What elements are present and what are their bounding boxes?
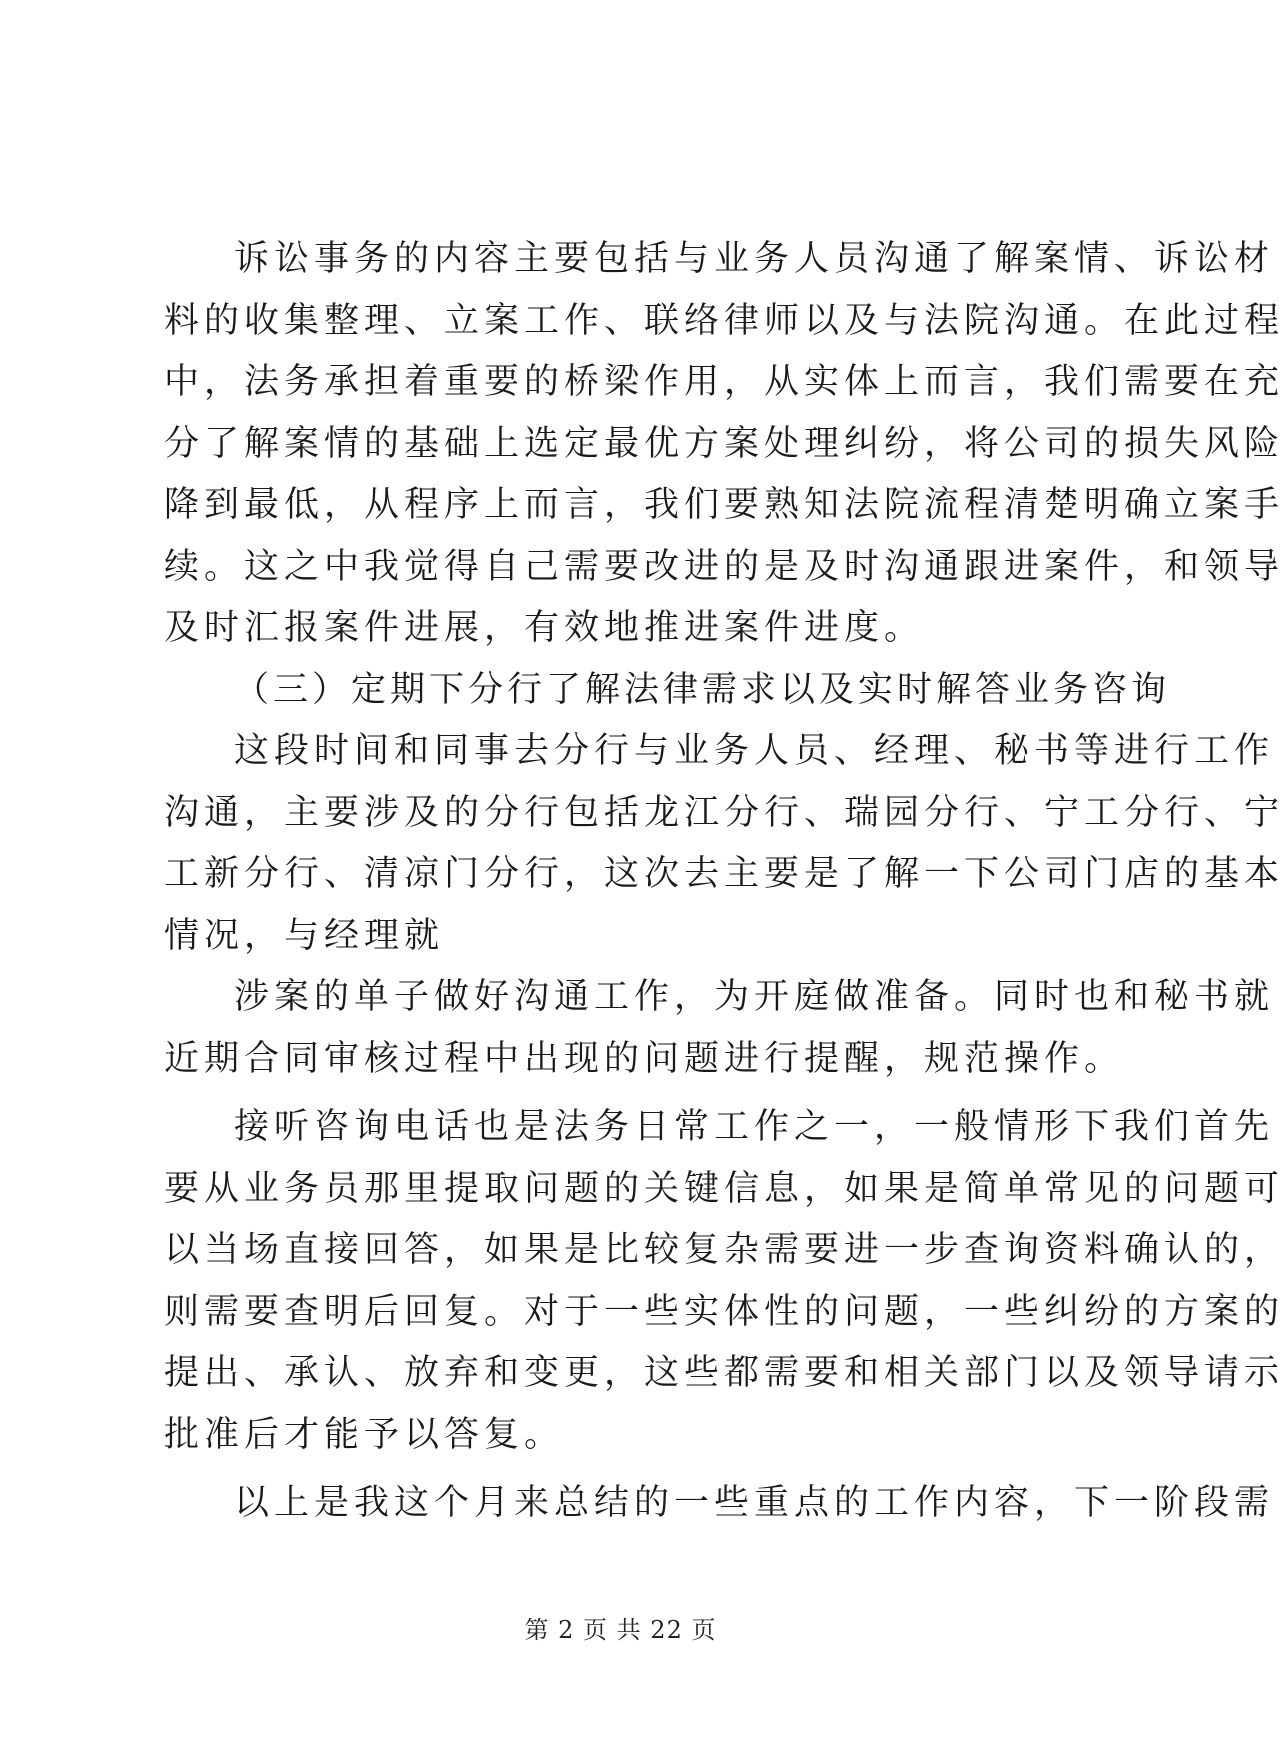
text-line: 近期合同审核过程中出现的问题进行提醒，规范操作。 <box>164 1038 1125 1079</box>
text-line: 以当场直接回答，如果是比较复杂需要进一步查询资料确认的， <box>164 1230 1284 1270</box>
paragraph <box>164 1473 1275 1535</box>
text-line: 情况，与经理就 <box>164 915 445 956</box>
text-line: 续。这之中我觉得自己需要改进的是及时沟通跟进案件，和领导 <box>164 546 1284 587</box>
paragraph <box>164 721 1284 967</box>
text-line: 则需要查明后回复。对于一些实体性的问题，一些纠纷的方案的 <box>164 1291 1284 1332</box>
text-line: 工新分行、清凉门分行，这次去主要是了解一下公司门店的基本 <box>164 854 1284 894</box>
text-line: 降到最低，从程序上而言，我们要熟知法院流程清楚明确立案手 <box>164 485 1284 525</box>
text-line: 以上是我这个月来总结的一些重点的工作内容，下一阶段需 <box>234 1483 1275 1523</box>
text-line: 诉讼事务的内容主要包括与业务人员沟通了解案情、诉讼材 <box>234 239 1275 279</box>
text-line: 提出、承认、放弃和变更，这些都需要和相关部门以及领导请示 <box>164 1353 1284 1393</box>
paragraph <box>164 229 1284 660</box>
text-line: 及时汇报案件进展，有效地推进案件进度。 <box>164 608 925 648</box>
text-line: 涉案的单子做好沟通工作，为开庭做准备。同时也和秘书就 <box>234 977 1275 1017</box>
text-line: 批准后才能予以答复。 <box>164 1414 565 1455</box>
text-line: 要从业务员那里提取问题的关键信息，如果是简单常见的问题可 <box>164 1168 1284 1209</box>
text-line: 沟通，主要涉及的分行包括龙江分行、瑞园分行、宁工分行、宁 <box>164 792 1284 833</box>
document-body <box>164 229 1284 1535</box>
text-line: 分了解案情的基础上选定最优方案处理纠纷，将公司的损失风险 <box>164 423 1284 464</box>
page-number-footer: 第 2 页 共 22 页 <box>524 1616 717 1644</box>
heading-line: （三）定期下分行了解法律需求以及实时解答业务咨询 <box>234 669 1171 710</box>
paragraph <box>164 1097 1284 1466</box>
text-line: 料的收集整理、立案工作、联络律师以及与法院沟通。在此过程 <box>164 300 1284 341</box>
paragraph <box>164 967 1275 1090</box>
text-line: 这段时间和同事去分行与业务人员、经理、秘书等进行工作 <box>234 731 1275 771</box>
text-line: 接听咨询电话也是法务日常工作之一，一般情形下我们首先 <box>234 1107 1275 1147</box>
section-heading <box>164 660 1171 722</box>
text-line: 中，法务承担着重要的桥梁作用，从实体上而言，我们需要在充 <box>164 362 1284 402</box>
